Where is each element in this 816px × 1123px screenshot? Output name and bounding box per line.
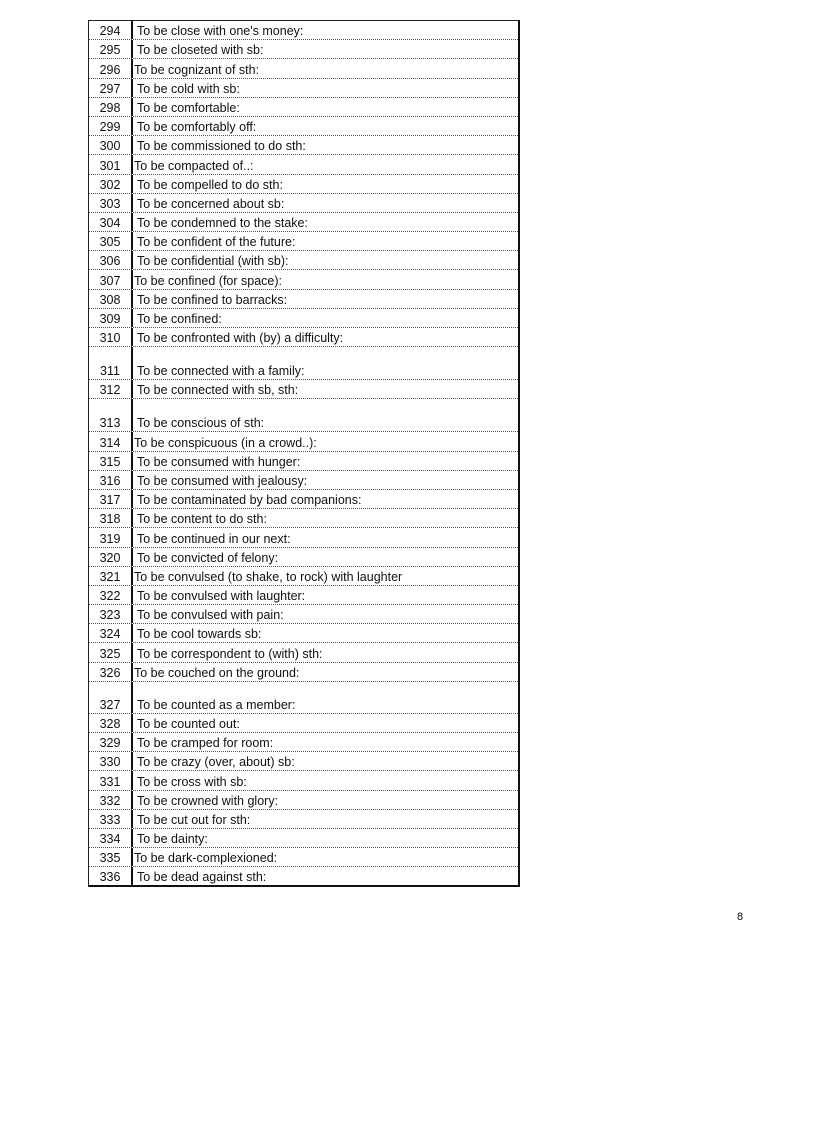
row-number: 305 <box>89 232 133 250</box>
row-number: 323 <box>89 605 133 623</box>
row-number: 295 <box>89 40 133 58</box>
table-row <box>89 490 518 509</box>
page-number: 8 <box>737 911 744 923</box>
row-number: 306 <box>89 251 133 269</box>
row-number: 321 <box>89 567 133 585</box>
row-number: 311 <box>89 347 133 379</box>
phrase-text: To be comfortable: <box>137 100 240 115</box>
table-row <box>89 251 518 270</box>
phrase-text: To be convicted of felony: <box>137 550 279 565</box>
table-row <box>89 682 518 714</box>
row-number: 299 <box>89 117 133 135</box>
table-row <box>89 733 518 752</box>
phrase-text: To be confined to barracks: <box>137 292 288 307</box>
phrase-text: To be continued in our next: <box>137 531 291 546</box>
row-number: 313 <box>89 399 133 431</box>
phrase-text: To be content to do sth: <box>137 512 267 527</box>
row-number: 324 <box>89 624 133 642</box>
row-number: 320 <box>89 548 133 566</box>
row-number: 315 <box>89 452 133 470</box>
row-number: 312 <box>89 380 133 398</box>
table-row <box>89 194 518 213</box>
row-number: 326 <box>89 663 133 681</box>
phrase-text: To be couched on the ground: <box>134 665 300 680</box>
row-number: 318 <box>89 509 133 527</box>
table-row <box>89 347 518 380</box>
table-row <box>89 59 518 78</box>
phrase-text: To be concerned about sb: <box>137 196 285 211</box>
phrase-text: To be counted as a member: <box>137 697 296 712</box>
phrase-text: To be dainty: <box>137 832 208 847</box>
row-number: 316 <box>89 471 133 489</box>
table-row <box>89 624 518 643</box>
phrase-text: To be correspondent to (with) sth: <box>137 646 323 661</box>
phrase-text: To be compelled to do sth: <box>137 177 283 192</box>
phrase-text: To be confined (for space): <box>134 273 282 288</box>
row-number: 319 <box>89 528 133 546</box>
row-number: 317 <box>89 490 133 508</box>
table-row <box>89 771 518 790</box>
row-number: 300 <box>89 136 133 154</box>
phrase-text: To be cool towards sb: <box>137 627 262 642</box>
phrase-text: To be convulsed (to shake, to rock) with laughter <box>134 569 403 584</box>
table-row <box>89 117 518 136</box>
phrase-text: To be connected with a family: <box>137 364 305 379</box>
table-row <box>89 528 518 547</box>
row-number: 333 <box>89 810 133 828</box>
phrase-text: To be connected with sb, sth: <box>137 383 299 398</box>
table-row <box>89 79 518 98</box>
phrase-text: To be counted out: <box>137 717 240 731</box>
row-number: 330 <box>89 752 133 770</box>
table-row <box>89 399 518 432</box>
table-row <box>89 643 518 662</box>
phrase-text: To be dead against sth: <box>137 869 267 884</box>
row-number: 294 <box>89 21 133 39</box>
phrase-text: To be cognizant of sth: <box>134 62 260 77</box>
phrase-text: To be conscious of sth: <box>137 416 265 431</box>
phrase-text: To be contaminated by bad companions: <box>137 493 362 508</box>
table-row <box>89 290 518 309</box>
phrase-text: To be crazy (over, about) sb: <box>137 755 295 770</box>
table-row <box>89 213 518 232</box>
table-row <box>89 509 518 528</box>
phrase-text: To be consumed with hunger: <box>137 454 301 469</box>
row-number: 328 <box>89 714 133 732</box>
table-row <box>89 848 518 867</box>
table-row <box>89 432 518 451</box>
row-number: 327 <box>89 682 133 713</box>
row-number: 329 <box>89 733 133 751</box>
table-row <box>89 663 518 682</box>
table-row <box>89 380 518 399</box>
phrase-text: To be confronted with (by) a difficulty: <box>137 331 344 346</box>
phrase-text: To be cut out for sth: <box>137 812 251 827</box>
row-number: 297 <box>89 79 133 97</box>
row-number: 322 <box>89 586 133 604</box>
row-number: 302 <box>89 175 133 193</box>
phrase-text: To be confident of the future: <box>137 235 296 250</box>
row-number: 334 <box>89 829 133 847</box>
phrase-text: To be convulsed with pain: <box>137 608 284 623</box>
table-row <box>89 605 518 624</box>
row-number: 332 <box>89 791 133 809</box>
table-row <box>89 21 518 40</box>
phrase-text: To be comfortably off: <box>137 120 257 135</box>
phrase-text: To be confined: <box>137 312 222 326</box>
table-row <box>89 752 518 771</box>
table-row <box>89 548 518 567</box>
table-row <box>89 810 518 829</box>
row-number: 314 <box>89 432 133 450</box>
table-row <box>89 40 518 59</box>
row-number: 336 <box>89 867 133 884</box>
phrase-text: To be cramped for room: <box>137 736 274 751</box>
phrase-text: To be conspicuous (in a crowd..): <box>134 435 317 450</box>
row-number: 335 <box>89 848 133 866</box>
phrase-text: To be confidential (with sb): <box>137 254 289 269</box>
row-number: 296 <box>89 59 133 77</box>
row-number: 325 <box>89 643 133 661</box>
phrase-text: To be closeted with sb: <box>137 43 264 58</box>
phrase-text: To be cross with sb: <box>137 774 247 789</box>
table-row <box>89 98 518 117</box>
vocabulary-table <box>88 20 520 887</box>
phrase-text: To be condemned to the stake: <box>137 216 308 231</box>
phrase-text: To be close with one's money: <box>137 24 304 39</box>
table-row <box>89 471 518 490</box>
table-row <box>89 328 518 347</box>
row-number: 304 <box>89 213 133 231</box>
table-row <box>89 232 518 251</box>
row-number: 298 <box>89 98 133 116</box>
table-row <box>89 567 518 586</box>
row-number: 310 <box>89 328 133 346</box>
table-row <box>89 714 518 733</box>
table-row <box>89 270 518 289</box>
phrase-text: To be compacted of..: <box>134 158 254 173</box>
table-row <box>89 309 518 328</box>
table-row <box>89 829 518 848</box>
phrase-text: To be crowned with glory: <box>137 793 279 808</box>
table-row <box>89 452 518 471</box>
row-number: 301 <box>89 155 133 173</box>
row-number: 307 <box>89 270 133 288</box>
row-number: 303 <box>89 194 133 212</box>
phrase-text: To be convulsed with laughter: <box>137 589 306 604</box>
row-number: 309 <box>89 309 133 327</box>
table-row <box>89 586 518 605</box>
row-number: 308 <box>89 290 133 308</box>
phrase-text: To be commissioned to do sth: <box>137 139 306 154</box>
phrase-text: To be consumed with jealousy: <box>137 473 308 488</box>
table-row <box>89 155 518 174</box>
table-row <box>89 175 518 194</box>
table-row <box>89 791 518 810</box>
phrase-text: To be dark-complexioned: <box>134 851 278 866</box>
table-row <box>89 136 518 155</box>
row-number: 331 <box>89 771 133 789</box>
phrase-text: To be cold with sb: <box>137 81 240 96</box>
table-row <box>89 867 518 886</box>
